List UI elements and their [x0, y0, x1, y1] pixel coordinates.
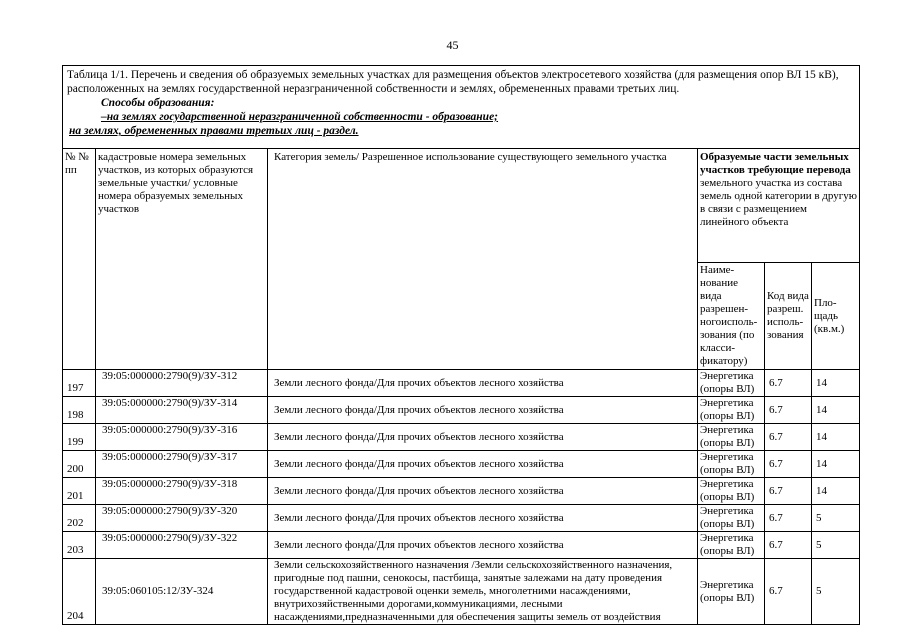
use-type: Энергетика (опоры ВЛ) [698, 424, 765, 451]
header-area: Пло-щадь (кв.м.) [812, 263, 860, 370]
plot-area: 5 [812, 505, 860, 532]
use-type: Энергетика (опоры ВЛ) [698, 478, 765, 505]
table-row [63, 559, 860, 625]
header-cadastral: кадастровые номера земельных участков, из которых образуются земельные участки/ условные номера образуемых земельных участков [96, 149, 268, 370]
cadastral-number: 39:05:000000:2790(9)/ЗУ-320 [96, 505, 268, 532]
cadastral-number: 39:05:000000:2790(9)/ЗУ-314 [96, 397, 268, 424]
table-row [63, 424, 860, 451]
plot-area: 14 [812, 424, 860, 451]
use-code: 6.7 [765, 532, 812, 559]
plot-area: 14 [812, 370, 860, 397]
use-code: 6.7 [765, 451, 812, 478]
land-category: Земли лесного фонда/Для прочих объектов лесного хозяйства [268, 451, 698, 478]
use-type: Энергетика (опоры ВЛ) [698, 532, 765, 559]
cadastral-number: 39:05:000000:2790(9)/ЗУ-318 [96, 478, 268, 505]
row-number: 202 [63, 505, 96, 532]
land-category: Земли лесного фонда/Для прочих объектов лесного хозяйства [268, 505, 698, 532]
row-number: 200 [63, 451, 96, 478]
row-number: 201 [63, 478, 96, 505]
header-parts [698, 149, 860, 263]
header-parts-rest: земельного участка из состава земель одной категории в другую в связи с размещением линейного объекта [700, 177, 857, 228]
header-use-type: Наиме-нование вида разрешен-ногоисполь-зования (по класси-фикатору) [698, 263, 765, 370]
table-row [63, 451, 860, 478]
row-number: 204 [63, 559, 96, 625]
land-category: Земли лесного фонда/Для прочих объектов лесного хозяйства [268, 370, 698, 397]
cadastral-number: 39:05:000000:2790(9)/ЗУ-312 [96, 370, 268, 397]
cadastral-number: 39:05:060105:12/ЗУ-324 [96, 559, 268, 625]
land-category: Земли лесного фонда/Для прочих объектов лесного хозяйства [268, 424, 698, 451]
header-num: № № пп [63, 149, 96, 370]
table-row [63, 478, 860, 505]
plot-area: 14 [812, 397, 860, 424]
table-row [63, 505, 860, 532]
header-category: Категория земель/ Разрешенное использование существующего земельного участка [268, 149, 698, 370]
row-number: 199 [63, 424, 96, 451]
use-type: Энергетика (опоры ВЛ) [698, 559, 765, 625]
cadastral-number: 39:05:000000:2790(9)/ЗУ-317 [96, 451, 268, 478]
cadastral-number: 39:05:000000:2790(9)/ЗУ-316 [96, 424, 268, 451]
use-code: 6.7 [765, 397, 812, 424]
table-row [63, 532, 860, 559]
land-plots-table [62, 65, 860, 625]
use-type: Энергетика (опоры ВЛ) [698, 451, 765, 478]
plot-area: 14 [812, 478, 860, 505]
use-type: Энергетика (опоры ВЛ) [698, 397, 765, 424]
land-category: Земли лесного фонда/Для прочих объектов лесного хозяйства [268, 397, 698, 424]
use-code: 6.7 [765, 505, 812, 532]
page-number: 45 [446, 38, 459, 52]
use-type: Энергетика (опоры ВЛ) [698, 505, 765, 532]
caption-subtitle-state-land: –на землях государственной неразграниченной собственности - образование; [101, 111, 499, 123]
caption-text: Таблица 1/1. Перечень и сведения об образуемых земельных участках для размещения объектов электросетевого хозяйства (для размещения опор ВЛ 15 кВ), расположенных на землях государственной неразграниченной собственности и землях, обремененных правами третьих лиц. [67, 69, 839, 95]
header-parts-bold: Образуемые части земельных участков требующие перевода [700, 151, 851, 176]
plot-area: 5 [812, 532, 860, 559]
plot-area: 14 [812, 451, 860, 478]
row-number: 198 [63, 397, 96, 424]
use-type: Энергетика (опоры ВЛ) [698, 370, 765, 397]
use-code: 6.7 [765, 370, 812, 397]
use-code: 6.7 [765, 424, 812, 451]
land-category: Земли лесного фонда/Для прочих объектов лесного хозяйства [268, 532, 698, 559]
caption-subtitle-encumbered-land: на землях, обремененных правами третьих лиц - раздел. [69, 125, 359, 137]
land-category: Земли лесного фонда/Для прочих объектов лесного хозяйства [268, 478, 698, 505]
cadastral-number: 39:05:000000:2790(9)/ЗУ-322 [96, 532, 268, 559]
land-category: Земли сельскохозяйственного назначения /Земли сельскохозяйственного назначения, пригодные под пашни, сенокосы, пастбища, занятые залежами на дату проведения государственной кадастровой оценки земель, многолетними насаждениями, внутрихозяйственными дорогами,коммуникациями, лесными насаждениями,предназначенными для обеспечения защиты земель от воздействия [268, 559, 698, 625]
table-row [63, 397, 860, 424]
use-code: 6.7 [765, 478, 812, 505]
row-number: 203 [63, 532, 96, 559]
header-use-code: Код вида разреш. исполь-зования [765, 263, 812, 370]
use-code: 6.7 [765, 559, 812, 625]
table-caption [63, 66, 860, 149]
table-row [63, 370, 860, 397]
row-number: 197 [63, 370, 96, 397]
plot-area: 5 [812, 559, 860, 625]
caption-subtitle-methods: Способы образования: [101, 97, 215, 109]
